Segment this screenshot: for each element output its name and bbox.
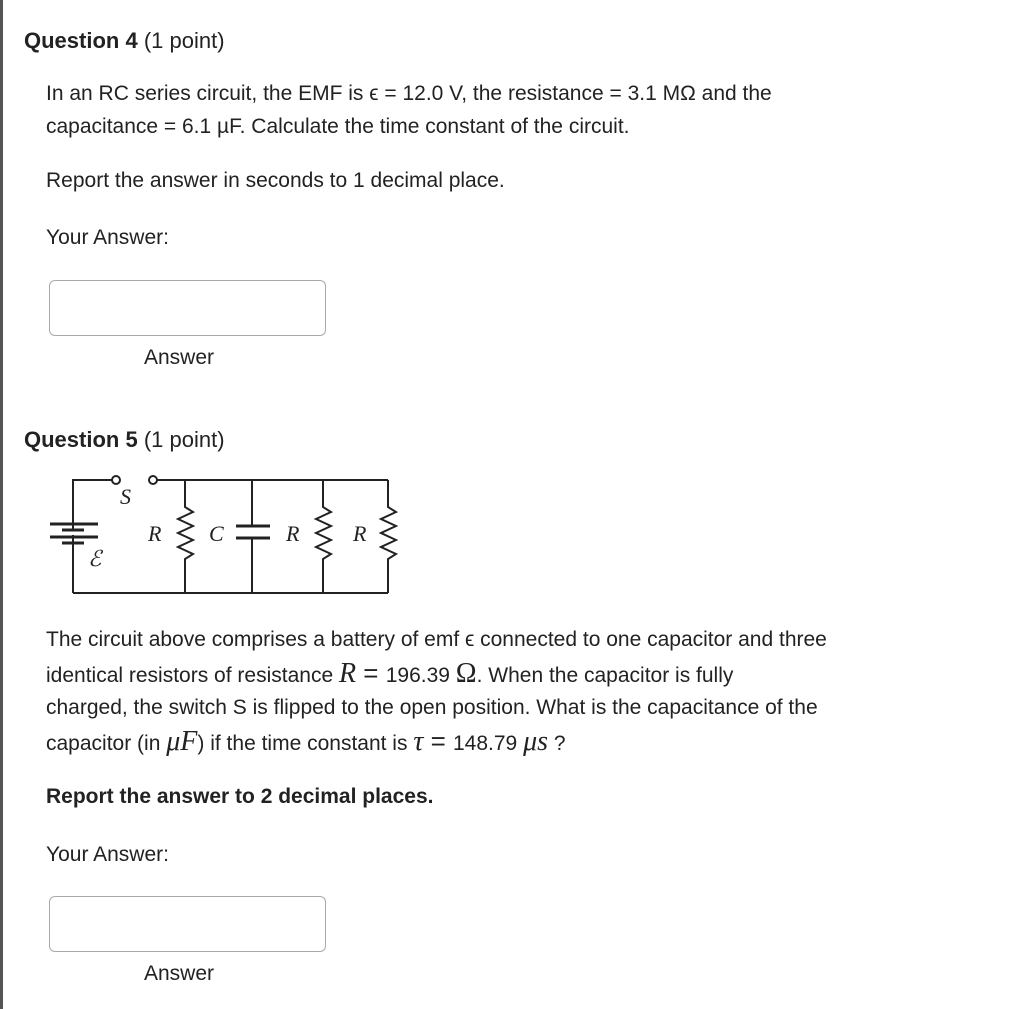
question-points: (1 point) [143, 427, 225, 452]
resistor-label: R [148, 521, 162, 546]
question-5-text [46, 624, 1006, 760]
tau-value: 148.79 [452, 731, 518, 755]
question-text-line: capacitance = 6.1 µF. Calculate the time constant of the circuit. [46, 115, 630, 138]
question-4-instruction: Report the answer in seconds to 1 decimal place. [46, 169, 505, 192]
question-text-line [46, 657, 1006, 693]
math-eq: = [356, 657, 386, 688]
math-uF: μF [166, 725, 198, 757]
resistor-label: R [286, 521, 300, 546]
answer-label: Answer [144, 346, 215, 369]
resistor [316, 480, 331, 593]
your-answer-label: Your Answer: [46, 226, 169, 249]
question-points: (1 point) [143, 28, 225, 53]
question-text-line: In an RC series circuit, the EMF is ϵ = 12.0 V, the resistance = 3.1 MΩ and the [46, 82, 772, 105]
switch-label: S [120, 484, 131, 509]
question-title: Question 5 [24, 427, 138, 452]
text: ) if the time constant is [197, 731, 414, 755]
question-text-line: The circuit above comprises a battery of emf ϵ connected to one capacitor and three [46, 628, 827, 651]
resistor [178, 480, 193, 593]
text: capacitor (in [46, 731, 167, 755]
circuit-diagram [0, 0, 440, 620]
math-eq: = [423, 725, 453, 756]
math-tau: τ [413, 725, 424, 757]
text: . When the capacitor is fully [476, 663, 734, 687]
question-text-line [46, 725, 1006, 761]
resistance-value: 196.39 [385, 663, 450, 687]
capacitor-label: C [209, 521, 224, 546]
question-5-answer-input[interactable] [49, 896, 326, 952]
text: identical resistors of resistance [46, 663, 339, 687]
switch-terminal [112, 476, 120, 484]
switch-terminal [149, 476, 157, 484]
resistor-label: R [353, 521, 367, 546]
math-R: R [338, 657, 357, 689]
answer-label: Answer [144, 962, 215, 985]
math-us: μs [523, 725, 549, 757]
question-title: Question 4 [24, 28, 138, 53]
math-omega: Ω [455, 657, 477, 689]
question-5-instruction: Report the answer to 2 decimal places. [46, 785, 434, 808]
emf-label: ℰ [88, 546, 102, 571]
your-answer-label: Your Answer: [46, 843, 169, 866]
question-text-line: charged, the switch S is flipped to the open position. What is the capacitance of the [46, 696, 818, 719]
text: ? [548, 731, 566, 755]
resistor [381, 480, 396, 593]
